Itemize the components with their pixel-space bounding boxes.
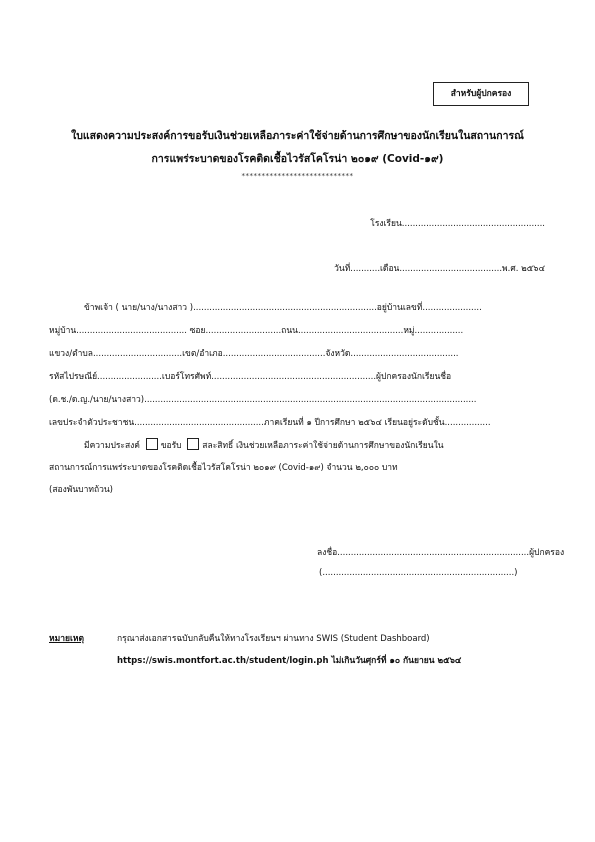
star-divider: **************************** xyxy=(241,172,354,180)
signature-line: ลงชื่อ.......................................................................ผู้ปกครอง xyxy=(317,548,565,558)
receive-checkbox[interactable] xyxy=(146,438,158,450)
waive-label: สละสิทธิ์ xyxy=(202,441,234,451)
form-line-postcode: รหัสไปรษณีย์........................เบอร์โทรศัพท์.............................................................ผู้ปกครองนักเรียนชื่อ xyxy=(49,372,452,382)
amount-text-line: (สองพันบาทถ้วน) xyxy=(49,485,113,495)
intent-line xyxy=(84,438,444,452)
school-field: โรงเรียน..................................................... xyxy=(370,219,545,229)
form-line-name: ข้าพเจ้า ( นาย/นาง/นางสาว )....................................................................อยู่บ้านเลขที่...................... xyxy=(84,303,482,313)
form-line-village: หมู่บ้าน......................................... ซอย............................ถนน.......................................หมู่.................. xyxy=(49,326,464,336)
waive-checkbox[interactable] xyxy=(187,438,199,450)
form-line-district: แขวง/ตำบล.................................เขต/อำเภอ......................................จังหวัด........................................ xyxy=(49,349,459,359)
form-line-student-name: (ด.ช./ด.ญ./นาย/นางสาว)........................................................................................................................... xyxy=(49,395,477,405)
title-line-1: ใบแสดงความประสงค์การขอรับเงินช่วยเหลือภาระค่าใช้จ่ายด้านการศึกษาของนักเรียนในสถานการณ์ xyxy=(71,130,524,142)
note-text-1: กรุณาส่งเอกสารฉบับกลับคืนให้ทางโรงเรียนฯ ผ่านทาง SWIS (Student Dashboard) xyxy=(117,634,430,644)
title-line-2: การแพร่ระบาดของโรคติดเชื้อไวรัสโคโรน่า ๒๐๑๙ (Covid-๑๙) xyxy=(151,153,444,165)
covid-amount-line: สถานการณ์การแพร่ระบาดของโรคติดเชื้อไวรัสโคโรน่า ๒๐๑๙ (Covid-๑๙) จำนวน ๒,๐๐๐ บาท xyxy=(49,463,398,473)
signature-name-line: (.......................................................................) xyxy=(319,568,518,578)
form-line-id: เลขประจำตัวประชาชน................................................ภาคเรียนที่ ๑ ปีการศึกษา ๒๕๖๔ เรียนอยู่ระดับชั้น................. xyxy=(49,418,491,428)
receive-label: ขอรับ xyxy=(160,441,182,451)
note-label: หมายเหตุ xyxy=(49,634,84,644)
date-field: วันที่...........เดือน......................................พ.ศ. ๒๕๖๔ xyxy=(334,264,545,274)
parent-badge: สำหรับผู้ปกครอง xyxy=(433,82,529,106)
intent-prefix: มีความประสงค์ xyxy=(84,441,140,451)
intent-rest: เงินช่วยเหลือภาระค่าใช้จ่ายด้านการศึกษาของนักเรียนใน xyxy=(235,441,444,451)
note-text-2: https://swis.montfort.ac.th/student/login.ph ไม่เกินวันศุกร์ที่ ๑๐ กันยายน ๒๕๖๔ xyxy=(117,656,462,666)
